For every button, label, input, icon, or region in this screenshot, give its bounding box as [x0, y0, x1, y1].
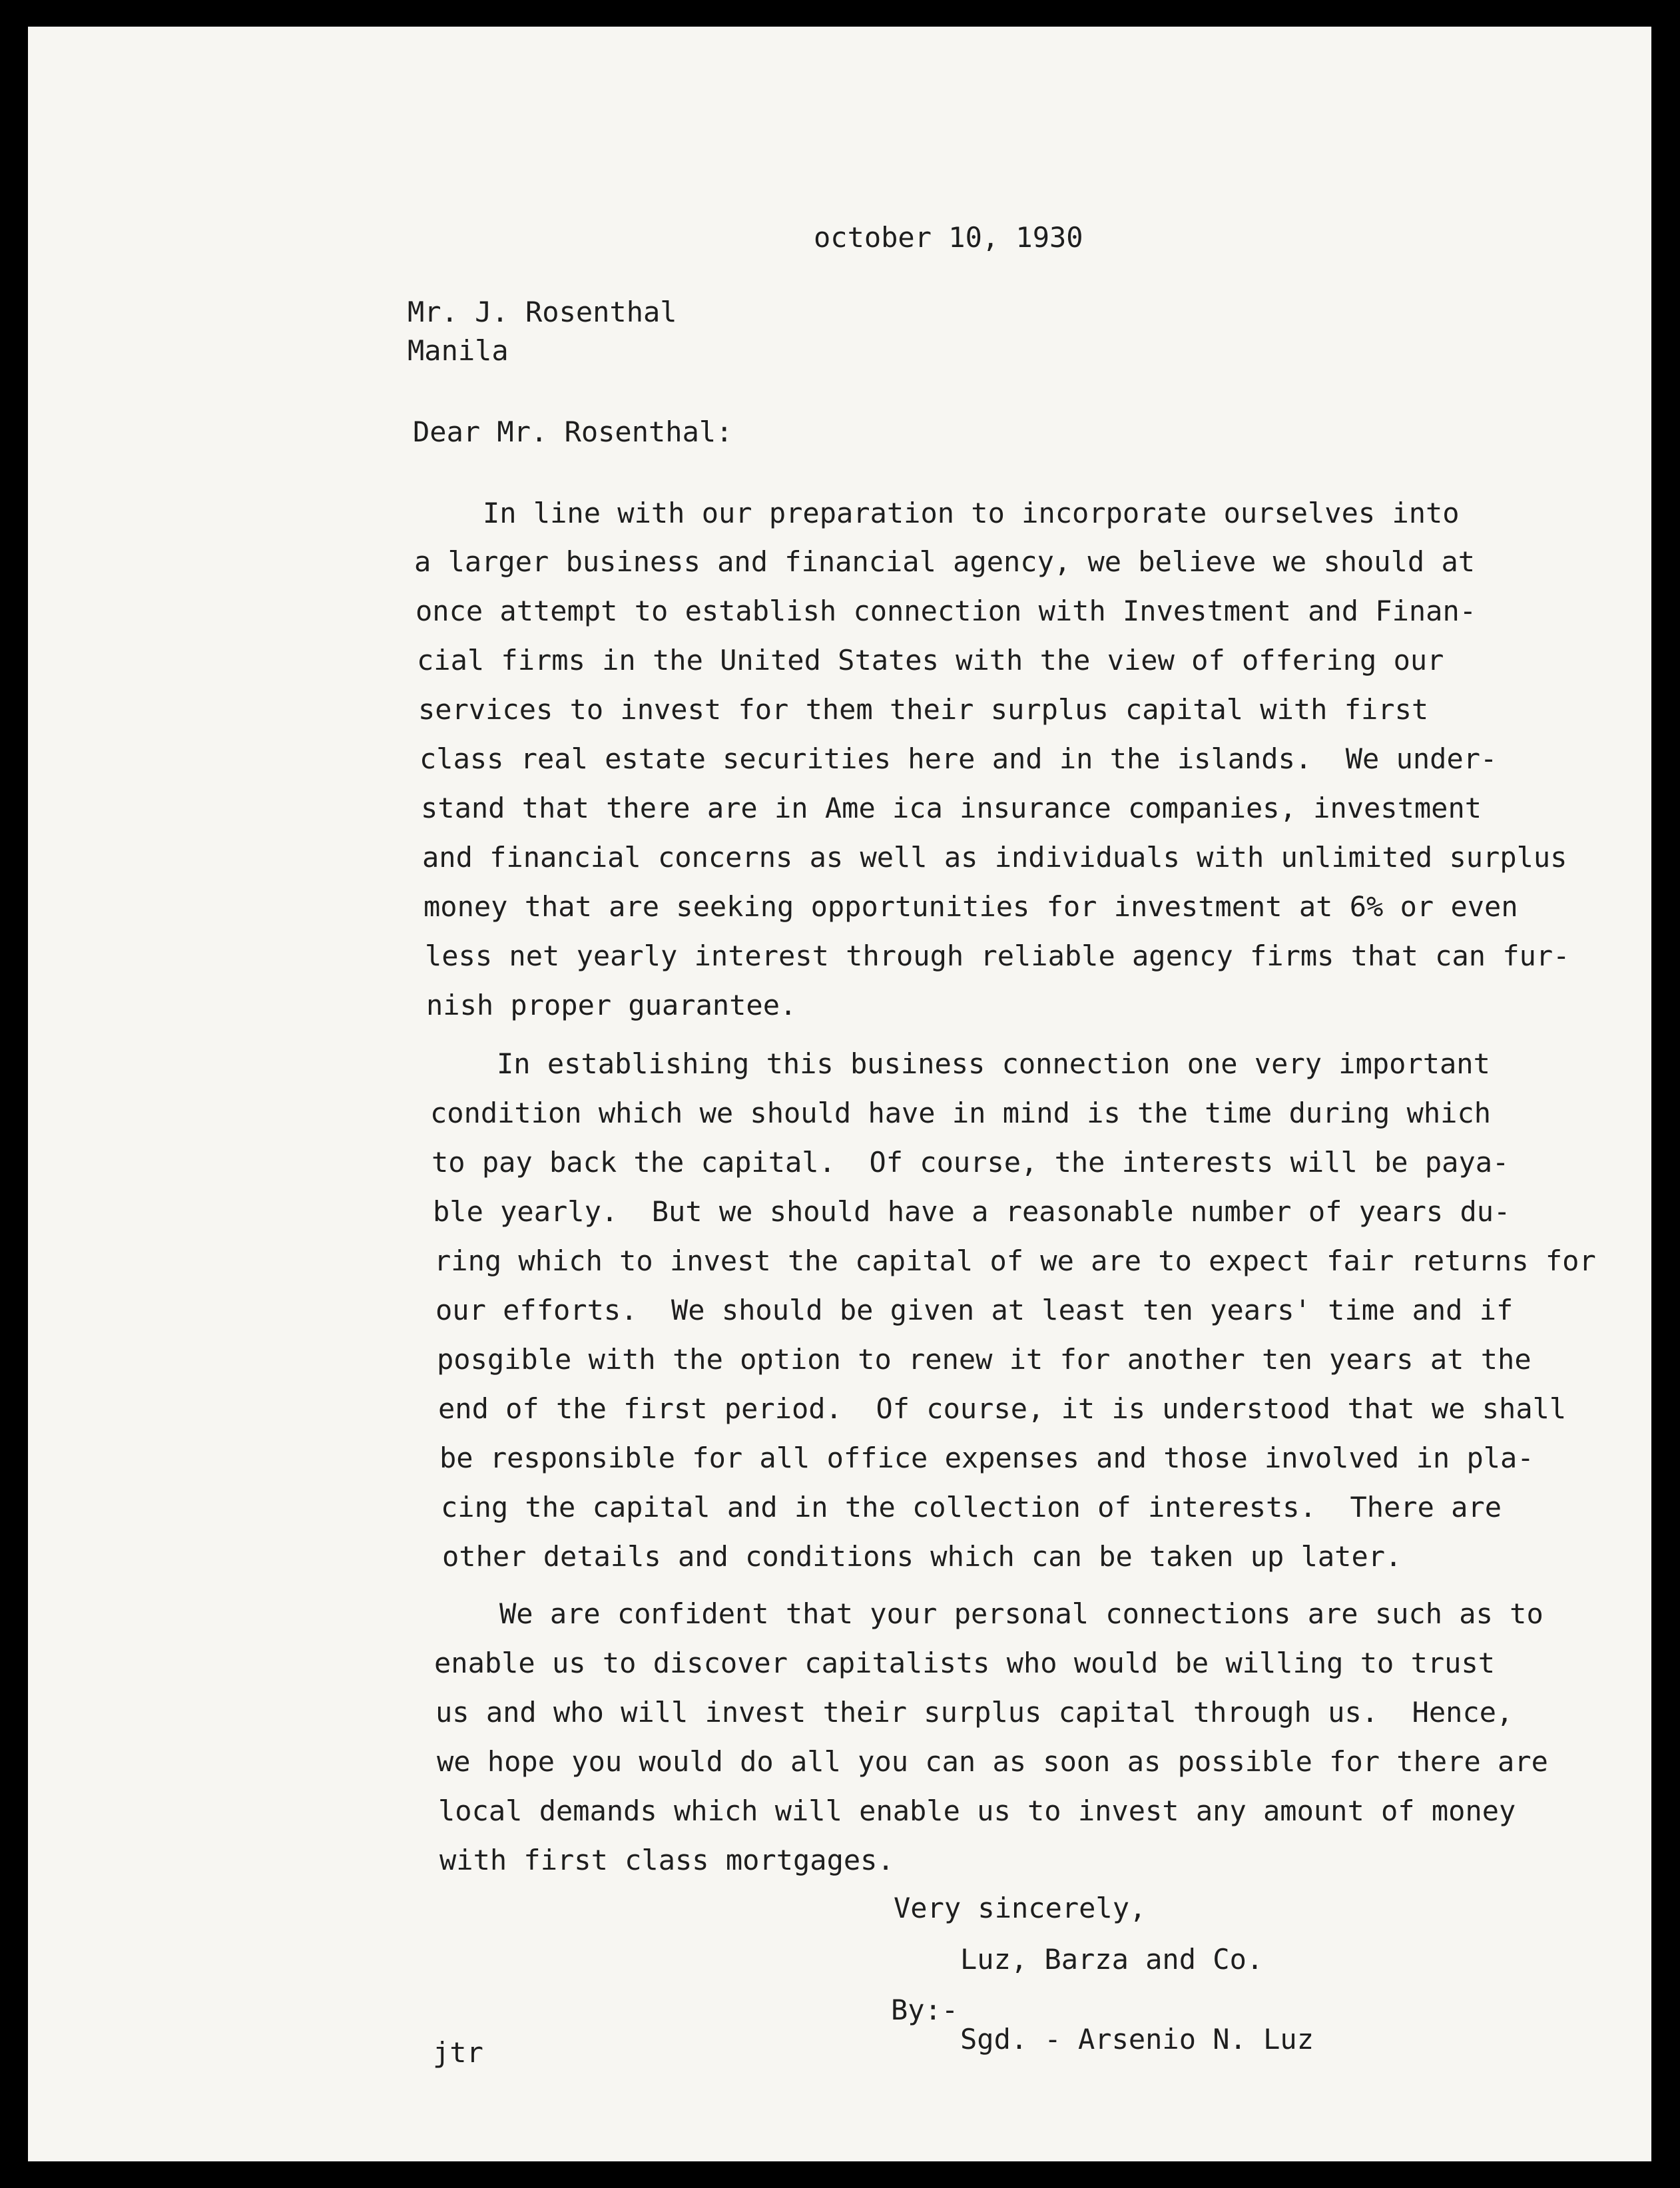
- paragraph-line: we hope you would do all you can as soon as possible for there are: [437, 1745, 1548, 1778]
- recipient-name: Mr. J. Rosenthal: [408, 296, 677, 328]
- paragraph-line: with first class mortgages.: [439, 1844, 894, 1876]
- paragraph-line: to pay back the capital. Of course, the interests will be paya-: [431, 1146, 1510, 1179]
- paragraph-line: posgible with the option to renew it for another ten years at the: [437, 1343, 1532, 1376]
- paragraph-line: ble yearly. But we should have a reasonable number of years du-: [433, 1195, 1511, 1228]
- signature-line: Sgd. - Arsenio N. Luz: [960, 2023, 1314, 2055]
- paragraph-line: enable us to discover capitalists who would be willing to trust: [434, 1647, 1496, 1679]
- paragraph-line: In line with our preparation to incorporate ourselves into: [483, 497, 1460, 529]
- paragraph-line: In establishing this business connection one very important: [497, 1047, 1490, 1080]
- paragraph-line: less net yearly interest through reliable agency firms that can fur-: [425, 940, 1570, 972]
- paragraph-line: other details and conditions which can be taken up later.: [442, 1540, 1402, 1573]
- paragraph-line: and financial concerns as well as individuals with unlimited surplus: [422, 841, 1567, 874]
- paragraph-line: cial firms in the United States with the view of offering our: [417, 644, 1444, 677]
- typist-initials: jtr: [433, 2036, 483, 2069]
- paragraph-line: nish proper guarantee.: [426, 989, 797, 1021]
- closing: Very sincerely,: [894, 1892, 1147, 1924]
- paragraph-line: once attempt to establish connection with Investment and Finan-: [416, 595, 1477, 627]
- letter-date: october 10, 1930: [814, 221, 1083, 254]
- paragraph-line: money that are seeking opportunities for investment at 6% or even: [423, 890, 1518, 923]
- paragraph-line: class real estate securities here and in the islands. We under-: [420, 742, 1498, 775]
- recipient-city: Manila: [408, 334, 509, 367]
- paragraph-line: We are confident that your personal connections are such as to: [499, 1597, 1543, 1630]
- paragraph-line: be responsible for all office expenses and those involved in pla-: [439, 1442, 1534, 1474]
- paragraph-line: stand that there are in Ame ica insurance companies, investment: [421, 792, 1482, 824]
- letter-page: [28, 27, 1651, 2161]
- paragraph-line: us and who will invest their surplus capital through us. Hence,: [435, 1696, 1514, 1729]
- paragraph-line: services to invest for them their surplus capital with first: [418, 693, 1429, 726]
- paragraph-line: end of the first period. Of course, it is understood that we shall: [438, 1392, 1567, 1425]
- paragraph-line: ring which to invest the capital of we are to expect fair returns for: [434, 1244, 1596, 1277]
- salutation: Dear Mr. Rosenthal:: [413, 415, 733, 448]
- company-name: Luz, Barza and Co.: [960, 1943, 1264, 1976]
- paragraph-line: condition which we should have in mind is the time during which: [430, 1097, 1492, 1129]
- paragraph-line: local demands which will enable us to invest any amount of money: [438, 1794, 1516, 1827]
- paragraph-line: a larger business and financial agency, we believe we should at: [414, 545, 1476, 578]
- paragraph-line: cing the capital and in the collection of interests. There are: [441, 1491, 1502, 1523]
- by-label: By:-: [891, 1994, 959, 2026]
- paragraph-line: our efforts. We should be given at least ten years' time and if: [435, 1294, 1514, 1326]
